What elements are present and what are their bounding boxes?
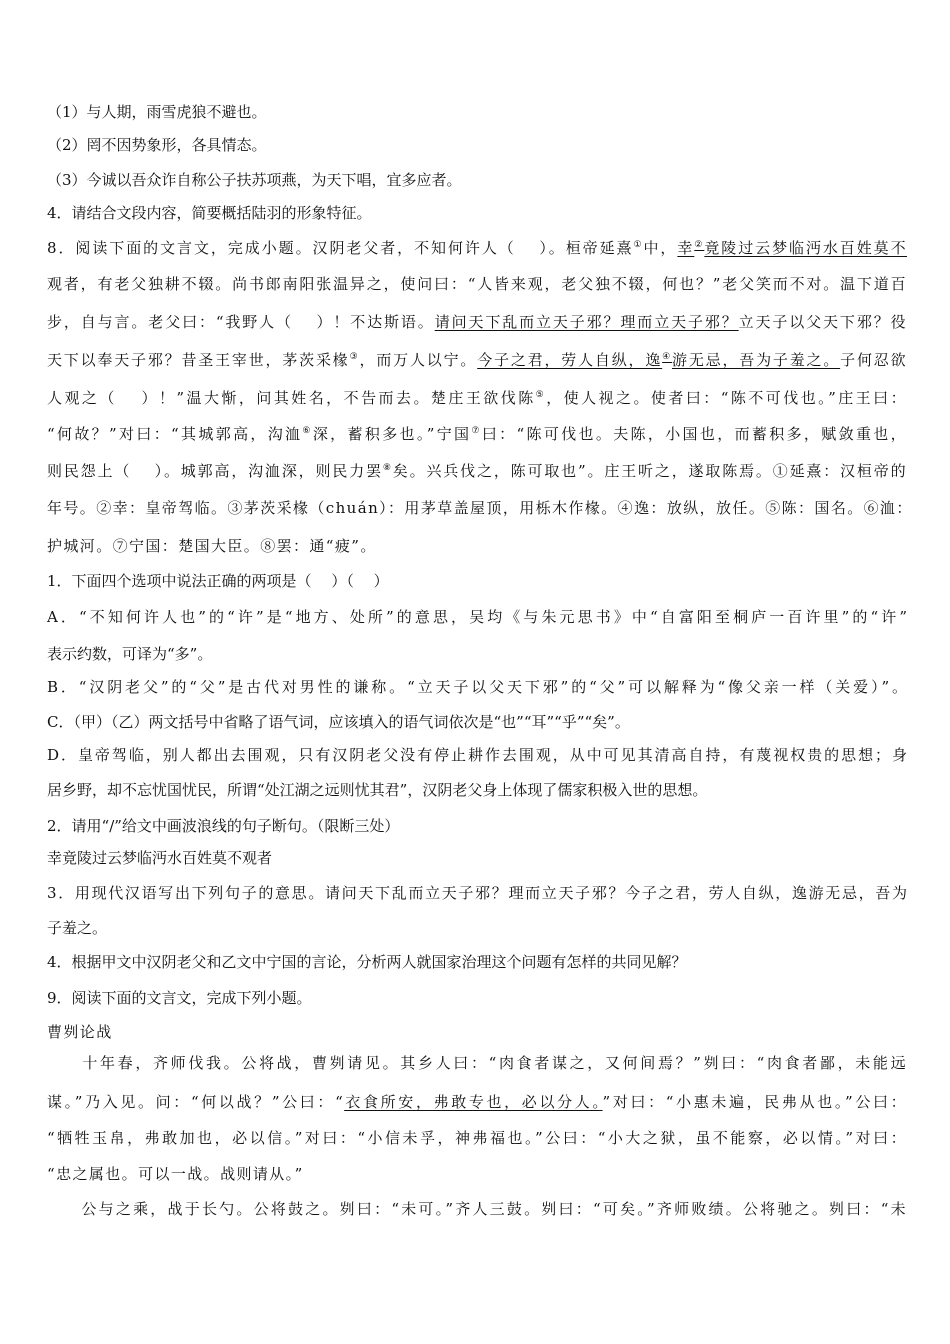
text-segment: “何故？”对曰：“其城郭高，沟洫 xyxy=(47,425,303,443)
underlined-text: 游无忌，吾为子羞之。 xyxy=(672,351,841,369)
text-segment: 矣。兴兵伐之，陈可取也”。庄王听之，遂取陈焉。①延熹：汉桓帝的 xyxy=(392,462,908,480)
text-segment: 子何忍欲 xyxy=(840,351,907,369)
footnote-marker: ① xyxy=(633,240,644,250)
text-line: A．“不知何许人也”的“许”是“地方、处所”的意思，吴均《与朱元思书》中“自富阳至桐庐一百许里”的“许” xyxy=(47,608,907,626)
text-line: 幸竟陵过云梦临沔水百姓莫不观者 xyxy=(47,849,273,867)
text-line: （1）与人期，雨雪虎狼不避也。 xyxy=(47,103,267,121)
text-segment: 步，自与言。老父曰：“我野人（ ）！不达斯语。 xyxy=(47,313,435,331)
text-line: 9．阅读下面的文言文，完成下列小题。 xyxy=(47,989,312,1007)
text-line: 十年春，齐师伐我。公将战，曹刿请见。其乡人曰：“肉食者谋之，又何间焉？”刿曰：“肉食者鄙，未能远 xyxy=(47,1054,907,1072)
text-line xyxy=(47,238,907,258)
underlined-text: 今子之君，劳人自纵，逸 xyxy=(477,351,663,369)
text-segment: 8．阅读下面的文言文，完成小题。汉阴老父者，不知何许人（ ）。桓帝延熹 xyxy=(47,239,634,257)
text-line xyxy=(47,461,907,481)
underlined-text: 竟陵过云梦临沔水百姓莫不 xyxy=(704,239,908,257)
text-line xyxy=(47,1092,907,1112)
text-line: （2）罔不因势象形，各具情态。 xyxy=(47,136,267,154)
text-segment: 中， xyxy=(643,239,678,257)
underlined-text: 请问天下乱而立天子邪？理而立天子邪？ xyxy=(434,313,739,331)
text-line xyxy=(47,424,907,444)
text-line: 年号。②幸：皇帝驾临。③茅茨采椽（chuán）：用茅草盖屋顶，用栎木作椽。④逸：放纵，放任。⑤陈：国名。⑥洫： xyxy=(47,499,913,517)
text-line: 1．下面四个选项中说法正确的两项是（ ）（ ） xyxy=(47,572,389,590)
text-segment: 曰：“陈可伐也。夫陈，小国也，而蓄积多，赋敛重也， xyxy=(481,425,908,443)
text-line: 子羞之。 xyxy=(47,919,108,937)
text-line: 4．根据甲文中汉阴老父和乙文中宁国的言论，分析两人就国家治理这个问题有怎样的共同见解？ xyxy=(47,953,687,971)
footnote-marker: ② xyxy=(694,240,705,250)
text-line: 曹刿论战 xyxy=(47,1023,113,1041)
footnote-marker: ⑤ xyxy=(535,390,547,400)
text-line: 居乡野，却不忘忧国忧民，所谓“处江湖之远则忧其君”，汉阴老父身上体现了儒家积极入世的思想。 xyxy=(47,781,708,799)
footnote-marker: ⑥ xyxy=(302,426,313,436)
text-segment: 天下以奉天子邪？昔圣王宰世，茅茨采椽 xyxy=(47,351,350,369)
text-line: 公与之乘，战于长勺。公将鼓之。刿曰：“未可。”齐人三鼓。刿曰：“可矣。”齐师败绩。公将驰之。刿曰：“未 xyxy=(47,1200,907,1218)
text-segment: 则民怨上（ ）。城郭高，沟洫深，则民力罢 xyxy=(47,462,383,480)
text-segment: 谋。”乃入见。问：“何以战？”公曰：“ xyxy=(47,1093,345,1111)
text-line xyxy=(47,388,907,408)
text-line: “忠之属也。可以一战。战则请从。” xyxy=(47,1165,304,1183)
footnote-marker: ⑧ xyxy=(382,463,393,473)
text-segment: ，而万人以宁。 xyxy=(359,351,478,369)
text-line: C．（甲）（乙）两文括号中省略了语气词，应该填入的语气词依次是“也”“耳”“乎”“矣”。 xyxy=(47,713,630,731)
text-line xyxy=(47,350,907,370)
text-line: D．皇帝驾临，别人都出去围观，只有汉阴老父没有停止耕作去围观，从中可见其清高自持，有蔑视权贵的思想；身 xyxy=(47,746,907,764)
text-line: 3．用现代汉语写出下列句子的意思。请问天下乱而立天子邪？理而立天子邪？今子之君，劳人自纵，逸游无忌，吾为 xyxy=(47,884,907,902)
text-line: 2．请用“/”给文中画波浪线的句子断句。（限断三处） xyxy=(47,817,400,835)
underlined-text: 幸 xyxy=(677,239,695,257)
text-segment: 立天子以父天下邪？役 xyxy=(738,313,907,331)
text-line xyxy=(47,312,907,332)
text-segment: ”对曰：“小惠未遍，民弗从也。”公曰： xyxy=(602,1093,907,1111)
text-segment: ，使人视之。使者曰：“陈不可伐也。”庄王曰： xyxy=(546,389,907,407)
text-segment: 深，蓄积多也。”宁国 xyxy=(312,425,472,443)
footnote-marker: ⑦ xyxy=(471,426,482,436)
text-line: 护城河。⑦宁国：楚国大臣。⑧罢：通“疲”。 xyxy=(47,537,377,555)
text-line: 表示约数，可译为“多”。 xyxy=(47,645,213,663)
text-line: （3）今诚以吾众诈自称公子扶苏项燕，为天下唱，宜多应者。 xyxy=(47,171,462,189)
footnote-marker: ④ xyxy=(662,352,673,362)
text-line: 4．请结合文段内容，简要概括陆羽的形象特征。 xyxy=(47,204,372,222)
text-segment: 人观之（ ）！”温大惭，问其姓名，不告而去。楚庄王欲伐陈 xyxy=(47,389,536,407)
footnote-marker: ③ xyxy=(349,352,360,362)
underlined-text: 衣食所安，弗敢专也，必以分人。 xyxy=(344,1093,603,1111)
text-line: 观者，有老父独耕不辍。尚书郎南阳张温异之，使问曰：“人皆来观，老父独不辍，何也？”老父笑而不对。温下道百 xyxy=(47,275,907,293)
text-line: “牺牲玉帛，弗敢加也，必以信。”对曰：“小信未孚，神弗福也。”公曰：“小大之狱，虽不能察，必以情。”对曰： xyxy=(47,1129,907,1147)
text-line: B．“汉阴老父”的“父”是古代对男性的谦称。“立天子以父天下邪”的“父”可以解释为“像父亲一样（关爱）”。 xyxy=(47,678,907,696)
